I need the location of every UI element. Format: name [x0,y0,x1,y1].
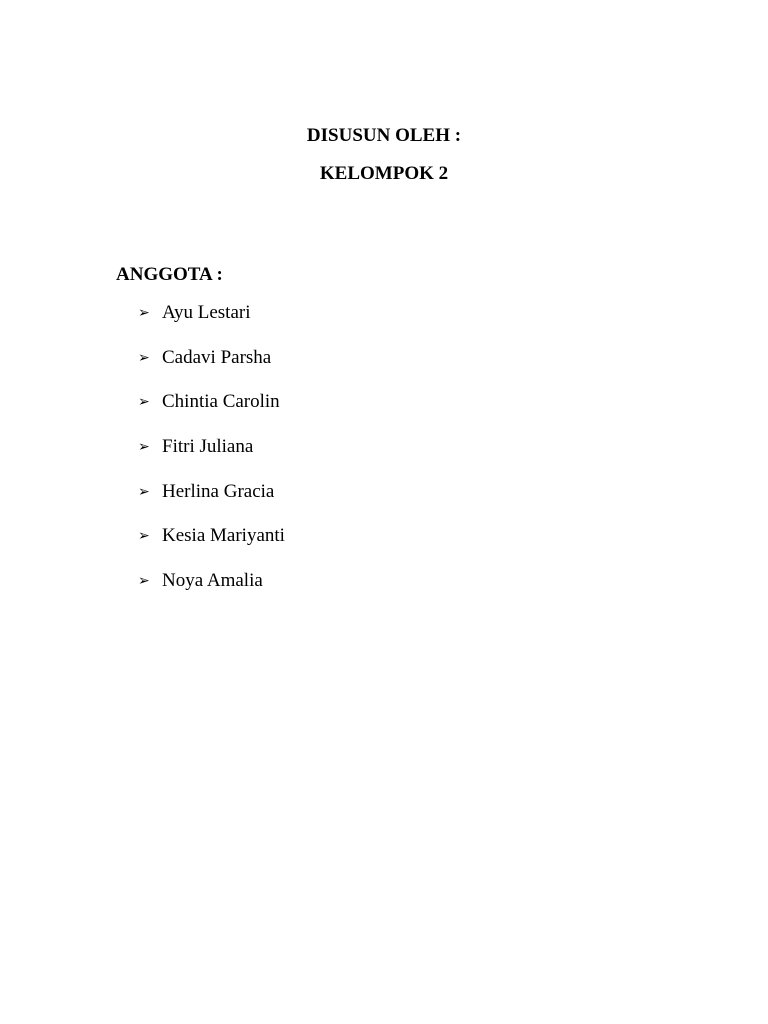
list-item [138,347,285,392]
arrowhead-bullet-icon: ➢ [138,349,150,366]
list-item [138,302,285,347]
member-name: Noya Amalia [162,570,263,592]
group-heading: KELOMPOK 2 [319,163,449,184]
list-item [138,481,285,526]
members-label: ANGGOTA : [116,264,223,285]
member-name: Chintia Carolin [162,391,280,413]
arrowhead-bullet-icon: ➢ [138,483,150,500]
member-name: Fitri Juliana [162,436,254,458]
member-name: Cadavi Parsha [162,346,272,368]
arrowhead-bullet-icon: ➢ [138,528,150,545]
list-item [138,570,285,615]
list-item [138,391,285,436]
member-name: Kesia Mariyanti [162,525,285,547]
arrowhead-bullet-icon: ➢ [138,394,150,411]
arrowhead-bullet-icon: ➢ [138,305,150,321]
arrowhead-bullet-icon: ➢ [138,439,150,456]
compiled-by-heading: DISUSUN OLEH : [306,125,462,146]
arrowhead-bullet-icon: ➢ [138,573,150,590]
member-name: Ayu Lestari [162,302,251,323]
member-list [138,302,285,615]
list-item [138,436,285,481]
member-name: Herlina Gracia [162,480,275,502]
list-item [138,525,285,570]
